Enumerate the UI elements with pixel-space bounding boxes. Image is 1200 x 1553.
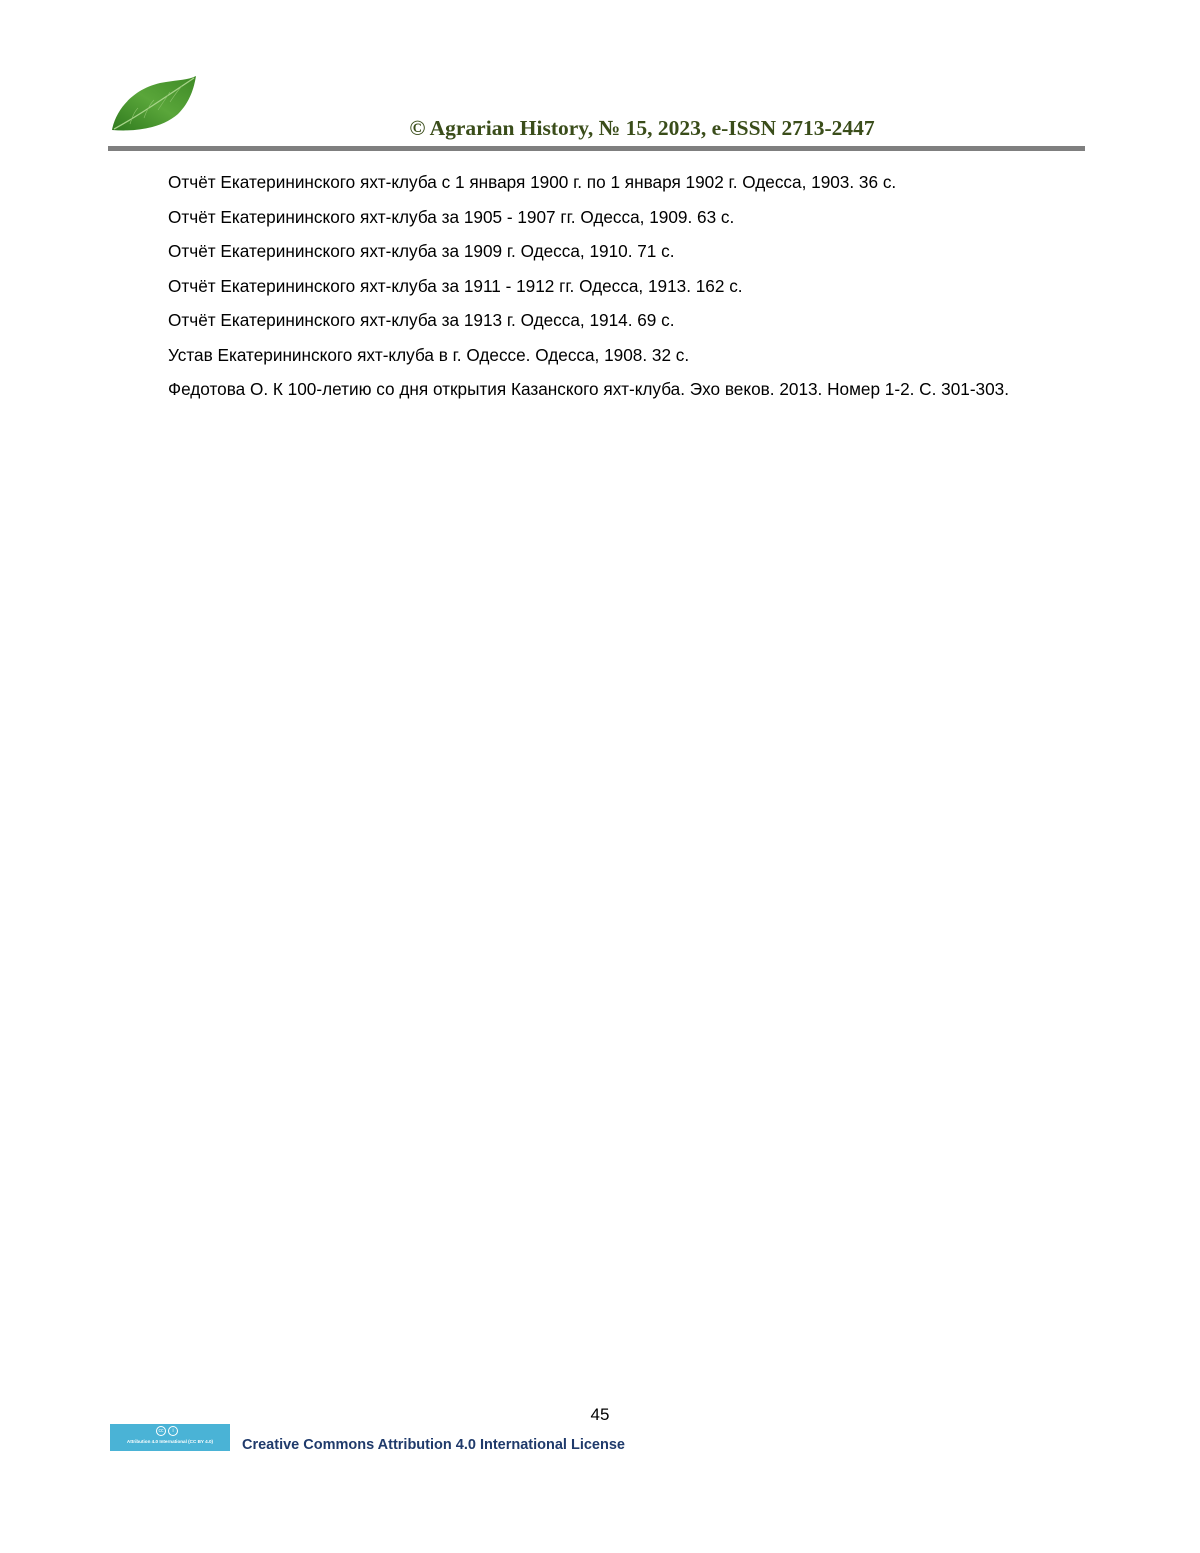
badge-text: Attribution 4.0 International (CC BY 4.0) (126, 1439, 214, 1444)
reference-item: Отчёт Екатерининского яхт-клуба за 1909 г. Одесса, 1910. 71 с. (168, 241, 675, 261)
journal-header: © Agrarian History, № 15, 2023, e-ISSN 2713-2447 (409, 116, 875, 140)
reference-item: Устав Екатерининского яхт-клуба в г. Одессе. Одесса, 1908. 32 с. (168, 344, 690, 365)
header-divider (108, 146, 1085, 151)
attribution-person-icon: i (168, 1426, 178, 1436)
page-number: 45 (590, 1405, 610, 1424)
reference-item: Отчёт Екатерининского яхт-клуба с 1 января 1900 г. по 1 января 1902 г. Одесса, 1903. 36 с. (168, 172, 897, 192)
reference-item: Федотова О. К 100-летию со дня открытия Казанского яхт-клуба. Эхо веков. 2013. Номер 1-2. С. 301-303. (168, 379, 1009, 399)
cc-logo (156, 1426, 178, 1436)
reference-item: Отчёт Екатерининского яхт-клуба за 1913 г. Одесса, 1914. 69 с. (168, 310, 675, 330)
creative-commons-by-icon[interactable] (110, 1424, 230, 1451)
reference-item: Отчёт Екатерининского яхт-клуба за 1905 - 1907 гг. Одесса, 1909. 63 с. (168, 206, 735, 227)
green-leaf-icon (108, 72, 200, 134)
reference-list (110, 170, 1084, 412)
cc-circle-icon: cc (156, 1426, 166, 1436)
license-link[interactable]: Creative Commons Attribution 4.0 International License (242, 1437, 625, 1453)
reference-item: Отчёт Екатерининского яхт-клуба за 1911 - 1912 гг. Одесса, 1913. 162 с. (168, 275, 743, 296)
